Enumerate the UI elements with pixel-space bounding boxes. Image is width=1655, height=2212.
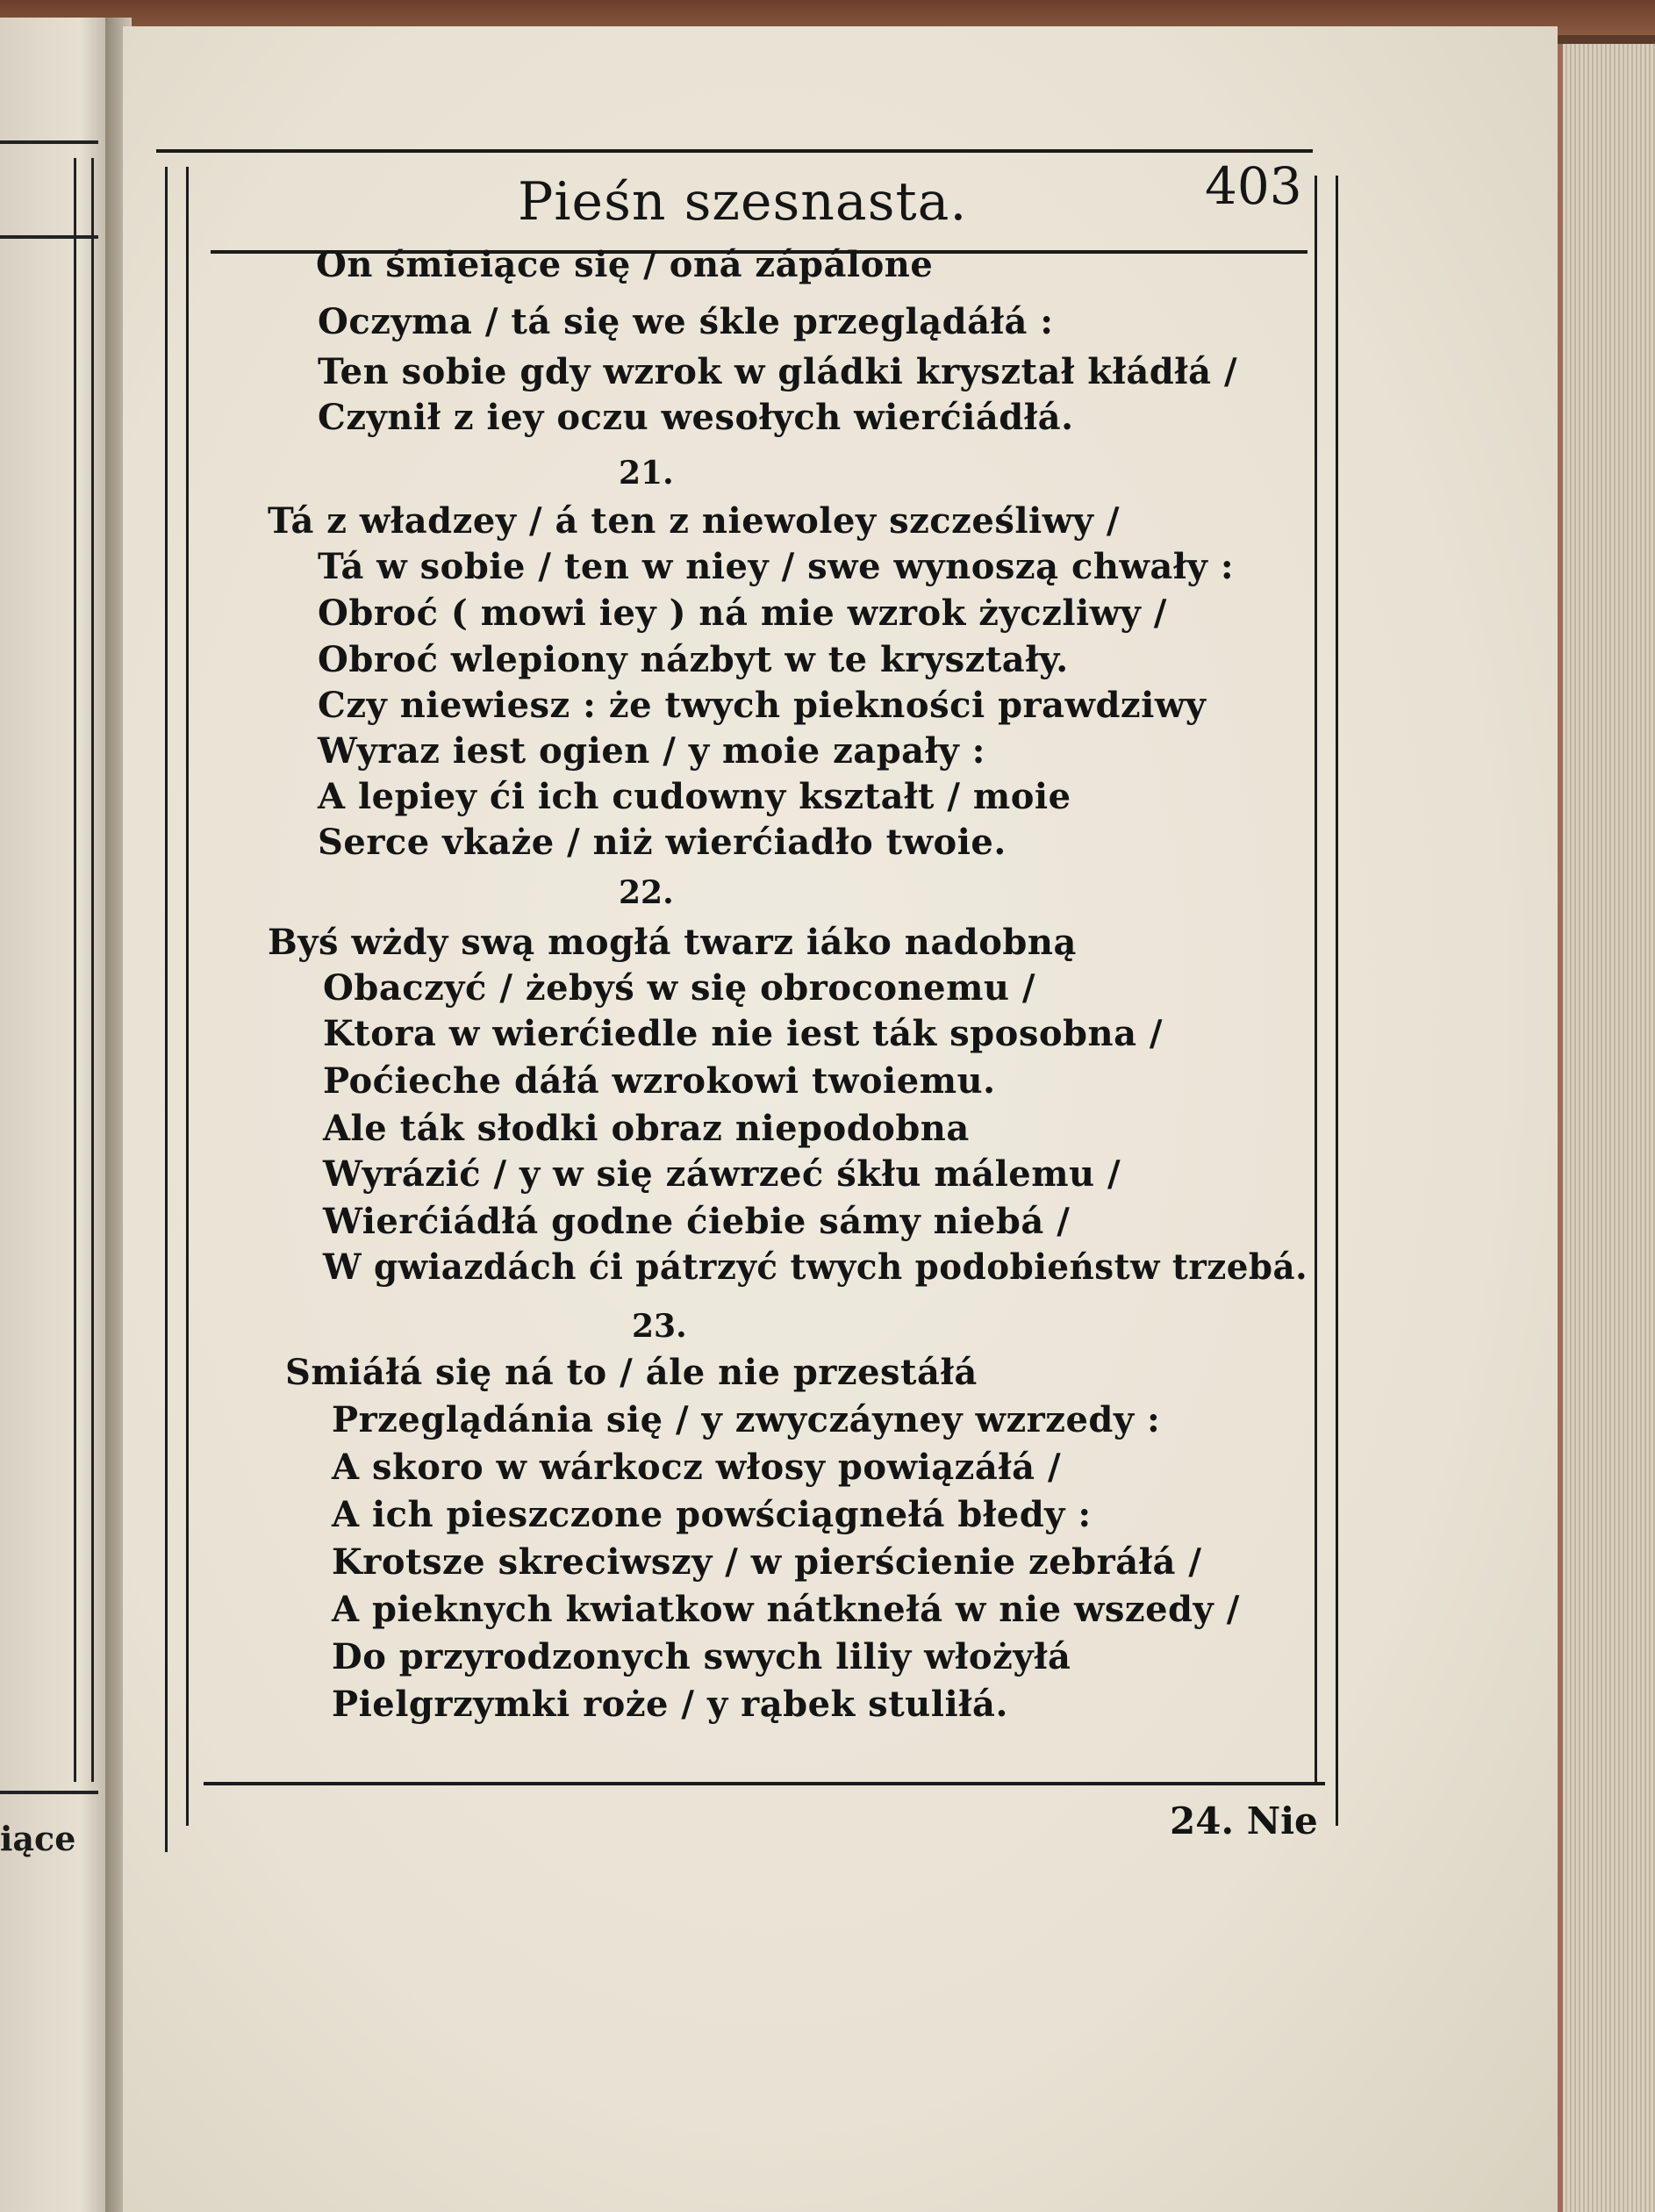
verse-line: Obroć wlepiony názbyt w te kryształy. — [318, 639, 1069, 680]
verse-line: A pieknych kwiatkow nátknełá w nie wszedy / — [332, 1589, 1240, 1630]
page-number: 403 — [1205, 156, 1302, 216]
verse-line: Poćieche dáłá wzrokowi twoiemu. — [323, 1060, 996, 1102]
verse-line: Wierćiádłá godne ćiebie sámy niebá / — [323, 1201, 1071, 1242]
verse-line: Ten sobie gdy wzrok w gládki kryształ kłádłá / — [318, 351, 1238, 392]
verse-line: Oczyma / tá się we śkle przeglądáłá : — [318, 301, 1054, 342]
verse-line: A ich pieszczone powściągnełá błedy : — [332, 1494, 1092, 1535]
verse-line: Byś wżdy swą mogłá twarz iáko nadobną — [268, 922, 1077, 963]
verse-line: Smiáłá się ná to / ále nie przestáłá — [285, 1352, 978, 1393]
left-page-catchword: iące — [0, 1819, 76, 1858]
frame-bottom-rule — [204, 1782, 1325, 1785]
stanza-number: 22. — [619, 874, 674, 911]
verse-line: Ale ták słodki obraz niepodobna — [323, 1108, 970, 1149]
verse-line: A lepiey ći ich cudowny kształt / moie — [318, 776, 1071, 817]
verse-line: Wyrázić / y w się záwrzeć śkłu málemu / — [323, 1153, 1121, 1195]
verse-line: Do przyrodzonych swych liliy włożyłá — [332, 1636, 1071, 1677]
frame-top-rule — [156, 149, 1313, 153]
verse-line: Czy niewiesz : że twych piekności prawdziwy — [318, 685, 1207, 726]
verse-line: A skoro w wárkocz włosy powiązáłá / — [332, 1447, 1062, 1488]
verse-line: Obroć ( mowi iey ) ná mie wzrok życzliwy / — [318, 592, 1167, 634]
frame-left-line-outer — [165, 167, 168, 1852]
verse-line: Tá w sobie / ten w niey / swe wynoszą chwały : — [318, 546, 1235, 587]
verse-line: Czynił z iey oczu wesołych wierćiádłá. — [318, 397, 1074, 438]
left-page-rule — [0, 1791, 98, 1794]
book-fore-edge — [1558, 44, 1655, 2212]
verse-line: Serce vkaże / niż wierćiadło twoie. — [318, 822, 1007, 863]
verse-line: Krotsze skreciwszy / w pierścienie zebráłá / — [332, 1541, 1202, 1583]
stanza-number: 23. — [632, 1308, 687, 1345]
left-page-frame-line — [91, 158, 94, 1782]
frame-left-line-inner — [186, 167, 189, 1826]
stanza-number: 21. — [619, 455, 674, 492]
verse-line: Pielgrzymki roże / y rąbek stuliłá. — [332, 1684, 1008, 1725]
left-page-frame-line — [74, 158, 76, 1782]
frame-right-line-inner — [1315, 176, 1317, 1782]
verse-line: Tá z władzey / á ten z niewoley szcześliwy / — [268, 500, 1120, 542]
verse-line: Przeglądánia się / y zwyczáyney wzrzedy : — [332, 1399, 1161, 1440]
catchword: 24. Nie — [1170, 1799, 1318, 1842]
verse-line: Wyraz iest ogien / y moie zapały : — [318, 730, 985, 772]
verse-line: Obaczyć / żebyś w się obroconemu / — [323, 967, 1036, 1009]
left-page-rule — [0, 235, 98, 239]
running-title: Pieśn szesnasta. — [518, 171, 968, 233]
verse-line: Ktora w wierćiedle nie iest ták sposobna / — [323, 1013, 1164, 1054]
left-page-rule — [0, 140, 98, 144]
verse-line: On śmieiące się / oná zápálone — [316, 244, 934, 285]
frame-right-line-outer — [1336, 176, 1338, 1826]
verse-line: W gwiazdách ći pátrzyć twych podobieństw trzebá. — [323, 1246, 1308, 1288]
left-page-edge — [0, 18, 114, 2212]
